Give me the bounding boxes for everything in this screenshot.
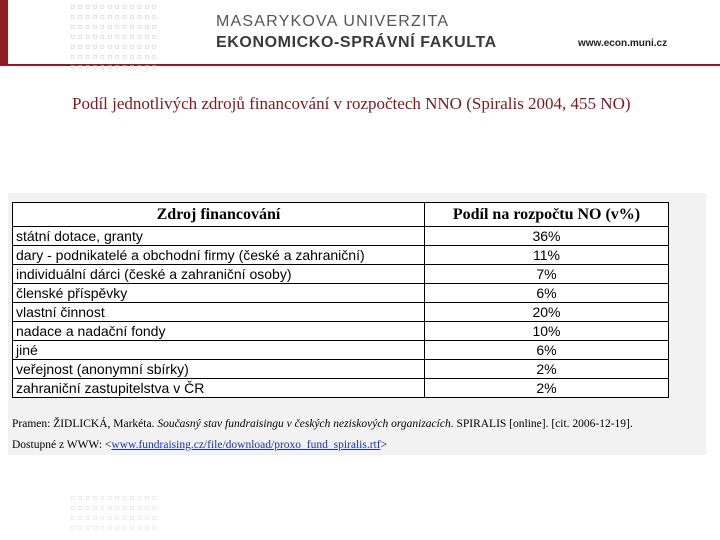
row-share: 11% — [425, 246, 669, 265]
citation-line-2 — [12, 435, 708, 456]
university-name: MASARYKOVA UNIVERZITA — [216, 13, 450, 30]
row-share: 10% — [425, 322, 669, 341]
table-row — [13, 227, 669, 246]
table-header-row — [13, 203, 669, 227]
row-source: veřejnost (anonymní sbírky) — [13, 360, 425, 379]
row-source: zahraniční zastupitelstva v ČR — [13, 379, 425, 398]
row-source: členské příspěvky — [13, 284, 425, 303]
table-row — [13, 322, 669, 341]
table-row — [13, 265, 669, 284]
table-row — [13, 360, 669, 379]
website-link[interactable]: www.econ.muni.cz — [578, 38, 668, 49]
row-share: 7% — [425, 265, 669, 284]
decorative-pattern-bottom: ▫▫▫▫▫▫▫▫▫▫▫▫ ▫▫▫▫▫▫▫▫▫▫▫▫ ▫▫▫▫▫▫▫▫▫▫▫▫ ▫▫▫▫▫▫▫▫▫▫▫▫ — [70, 493, 160, 533]
table-row — [13, 379, 669, 398]
citation — [12, 414, 708, 456]
table-row — [13, 246, 669, 265]
decorative-pattern-top: ▫▫▫▫▫▫▫▫▫▫▫▫ ▫▫▫▫▫▫▫▫▫▫▫▫ ▫▫▫▫▫▫▫▫▫▫▫▫ ▫▫▫▫▫▫▫▫▫▫▫▫ ▫▫▫▫▫▫▫▫▫▫▫▫ ▫▫▫▫▫▫▫▫▫▫▫▫ ▫▫▫▫▫▫▫▫▫▫▫▫ — [70, 2, 160, 72]
citation-work-title: Současný stav fundraisingu v českých neziskových organizacích — [157, 418, 451, 430]
row-share: 2% — [425, 360, 669, 379]
row-share: 2% — [425, 379, 669, 398]
row-source: individuální dárci (české a zahraniční osoby) — [13, 265, 425, 284]
table-row — [13, 341, 669, 360]
row-source: státní dotace, granty — [13, 227, 425, 246]
citation-available-suffix: > — [380, 439, 388, 451]
row-source: jiné — [13, 341, 425, 360]
column-header-share: Podíl na rozpočtu NO (v%) — [425, 203, 669, 227]
citation-prefix: Pramen: ŽIDLICKÁ, Markéta. — [12, 418, 158, 430]
citation-available-prefix: Dostupné z WWW: < — [12, 439, 112, 451]
citation-line-1 — [12, 414, 708, 435]
row-share: 6% — [425, 341, 669, 360]
row-share: 36% — [425, 227, 669, 246]
table-row — [13, 303, 669, 322]
citation-url-link[interactable]: www.fundraising.cz/file/download/proxo_fund_spiralis.rtf — [111, 439, 381, 451]
row-share: 20% — [425, 303, 669, 322]
column-header-source: Zdroj financování — [13, 203, 425, 227]
row-source: nadace a nadační fondy — [13, 322, 425, 341]
funding-sources-table — [12, 202, 669, 398]
row-share: 6% — [425, 284, 669, 303]
citation-suffix: . SPIRALIS [online]. [cit. 2006-12-19]. — [450, 418, 633, 430]
faculty-name: EKONOMICKO-SPRÁVNÍ FAKULTA — [216, 34, 497, 51]
row-source: vlastní činnost — [13, 303, 425, 322]
row-source: dary - podnikatelé a obchodní firmy (české a zahraniční) — [13, 246, 425, 265]
slide-title: Podíl jednotlivých zdrojů financování v rozpočtech NNO (Spiralis 2004, 455 NO) — [72, 94, 631, 113]
table-row — [13, 284, 669, 303]
